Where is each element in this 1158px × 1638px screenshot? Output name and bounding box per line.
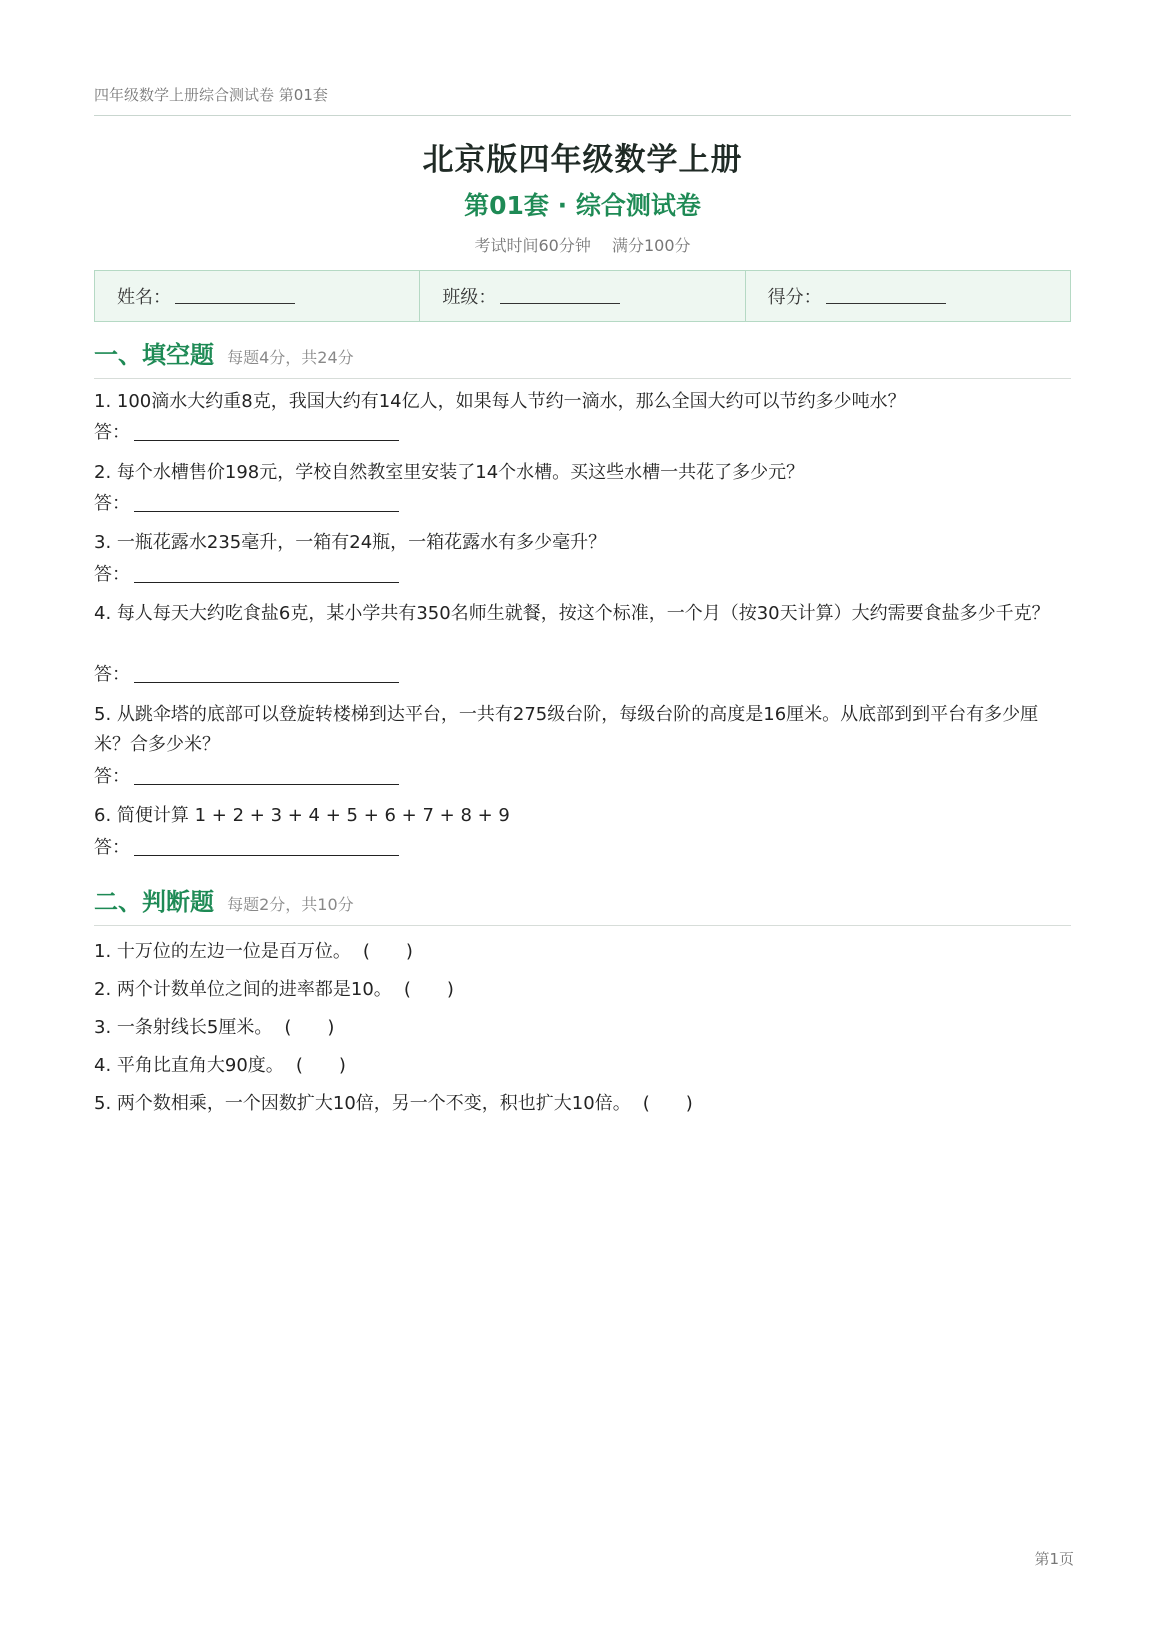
tf-question-2	[94, 975, 454, 1001]
question-6: 6. 简便计算 1 + 2 + 3 + 4 + 5 + 6 + 7 + 8 + 9	[94, 805, 510, 826]
question-4: 4. 每人每天大约吃食盐6克，某小学共有350名师生就餐，按这个标准，一个月（按30天计算）大约需要食盐多少千克？	[94, 603, 1050, 624]
tf-question-text: 5. 两个数相乘，一个因数扩大10倍，另一个不变，积也扩大10倍。	[94, 1093, 631, 1114]
exam-full-score: 满分100分	[611, 236, 691, 255]
student-info-box	[94, 270, 1071, 322]
answer-label: 答：	[94, 766, 130, 787]
question-5: 5. 从跳伞塔的底部可以登旋转楼梯到达平台，一共有275级台阶，每级台阶的高度是16厘米。从底部到到平台有多少厘米？合多少米？	[94, 704, 1039, 755]
tf-question-3	[94, 1013, 334, 1039]
section-rule	[94, 378, 1071, 379]
score-blank[interactable]	[826, 289, 946, 304]
page-number: 第1页	[1034, 1550, 1074, 1568]
answer-label: 答：	[94, 664, 130, 685]
answer-line[interactable]	[134, 855, 399, 856]
tf-question-4	[94, 1051, 346, 1077]
page-subtitle: 第01套 · 综合测试卷	[464, 191, 701, 220]
question-2: 2. 每个水槽售价198元，学校自然教室里安装了14个水槽。买这些水槽一共花了多少元？	[94, 462, 805, 483]
score-field	[745, 271, 1070, 321]
tf-question-text: 1. 十万位的左边一位是百万位。	[94, 941, 351, 962]
header-rule	[94, 115, 1071, 116]
answer-parentheses[interactable]: ( )	[295, 1055, 346, 1076]
score-label: 得分：	[767, 287, 822, 308]
question-1: 1. 100滴水大约重8克，我国大约有14亿人，如果每人节约一滴水，那么全国大约可以节约多少吨水？	[94, 391, 906, 412]
answer-line[interactable]	[134, 582, 399, 583]
tf-question-text: 2. 两个计数单位之间的进率都是10。	[94, 979, 392, 1000]
answer-line[interactable]	[134, 440, 399, 441]
question-3: 3. 一瓶花露水235毫升，一箱有24瓶，一箱花露水有多少毫升？	[94, 532, 607, 553]
name-blank[interactable]	[175, 289, 295, 304]
section-title: 二、判断题	[94, 888, 214, 916]
running-header: 四年级数学上册综合测试卷 第01套	[94, 86, 328, 104]
answer-parentheses[interactable]: ( )	[403, 979, 454, 1000]
answer-label: 答：	[94, 493, 130, 514]
answer-line[interactable]	[134, 784, 399, 785]
section-note: 每题2分，共10分	[227, 895, 354, 914]
page-title: 北京版四年级数学上册	[422, 142, 743, 178]
answer-line[interactable]	[134, 511, 399, 512]
section-rule	[94, 925, 1071, 926]
tf-question-5	[94, 1089, 693, 1115]
tf-question-text: 3. 一条射线长5厘米。	[94, 1017, 273, 1038]
answer-parentheses[interactable]: ( )	[362, 941, 413, 962]
tf-question-text: 4. 平角比直角大90度。	[94, 1055, 284, 1076]
answer-label: 答：	[94, 837, 130, 858]
class-blank[interactable]	[500, 289, 620, 304]
answer-label: 答：	[94, 422, 130, 443]
class-label: 班级：	[442, 287, 497, 308]
section-note: 每题4分，共24分	[227, 348, 354, 367]
name-label: 姓名：	[117, 287, 171, 308]
answer-parentheses[interactable]: ( )	[642, 1093, 693, 1114]
name-field	[95, 271, 419, 321]
section-true-false-heading	[94, 882, 1071, 917]
class-field	[419, 271, 744, 321]
answer-label: 答：	[94, 564, 130, 585]
answer-parentheses[interactable]: ( )	[284, 1017, 335, 1038]
exam-time: 考试时间60分钟	[474, 236, 591, 255]
section-fill-in-heading	[94, 335, 1071, 370]
exam-meta	[94, 233, 1071, 256]
section-title: 一、填空题	[94, 341, 214, 369]
answer-line[interactable]	[134, 682, 399, 683]
tf-question-1	[94, 937, 413, 963]
